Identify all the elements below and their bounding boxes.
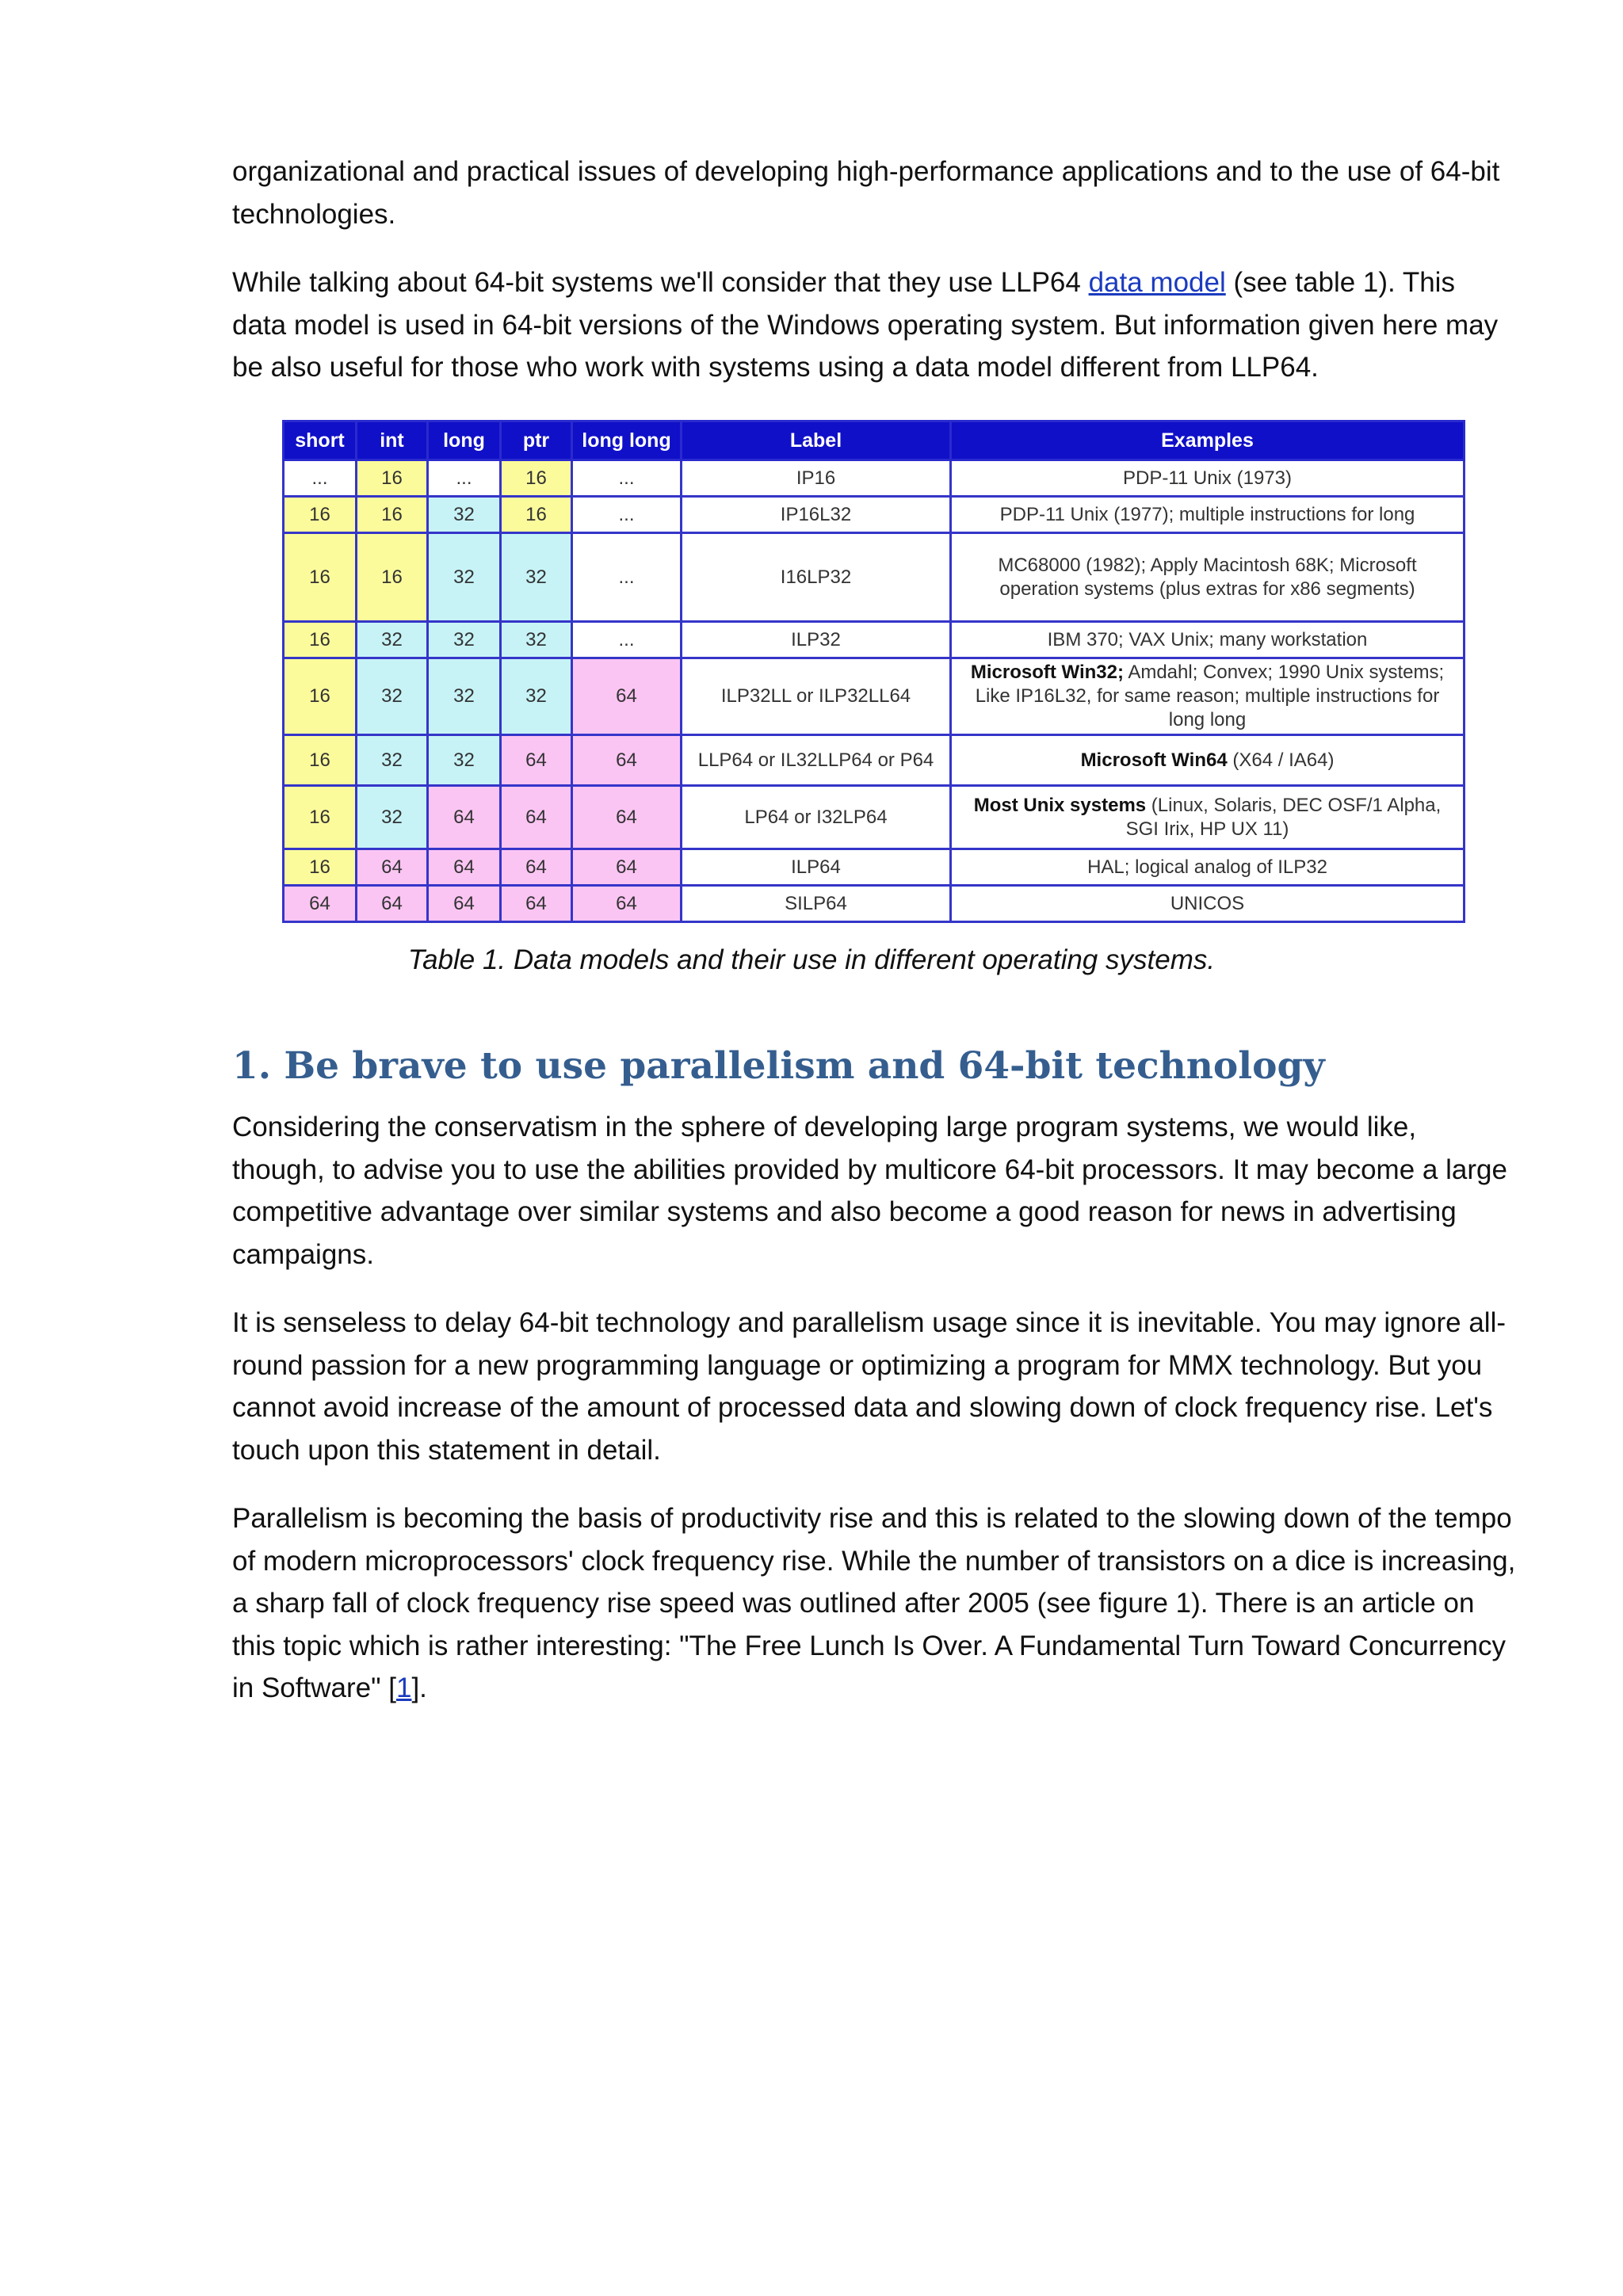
cell-long: 32 [428, 622, 501, 658]
table-row [284, 658, 1465, 735]
cell-long-long: 64 [572, 849, 682, 886]
table-row [284, 622, 1465, 658]
cell-ptr: 64 [501, 735, 572, 786]
cell-long: 64 [428, 849, 501, 886]
cell-long-long: 64 [572, 786, 682, 849]
intro-paragraph-1: organizational and practical issues of developing high-performance applications and to the use of 64-bit technologies. [232, 156, 1500, 230]
cell-examples [951, 622, 1465, 658]
cell-ptr: 64 [501, 886, 572, 922]
data-models-table-figure [282, 420, 1463, 923]
table-row [284, 533, 1465, 622]
examples-text: Amdahl; Convex; 1990 Unix systems; Like IP16L32, for same reason; multiple instructions for long long [975, 662, 1445, 730]
section-body [232, 1106, 1516, 1736]
cell-label: IP16 [682, 460, 951, 497]
data-models-table [282, 420, 1465, 923]
reference-1-link[interactable]: 1 [395, 1672, 412, 1703]
cell-label: IP16L32 [682, 497, 951, 533]
cell-int: 32 [357, 622, 428, 658]
intro-paragraph-2-text-a: While talking about 64-bit systems we'll consider that they use LLP64 [232, 267, 1089, 298]
examples-bold-text: Microsoft Win32; [970, 662, 1124, 683]
examples-text: HAL; logical analog of ILP32 [1087, 856, 1327, 878]
cell-long: ... [428, 460, 501, 497]
cell-short: 16 [284, 533, 357, 622]
cell-examples [951, 849, 1465, 886]
header-int: int [357, 421, 428, 460]
examples-bold-text: Microsoft Win64 [1080, 749, 1228, 771]
cell-ptr: 32 [501, 622, 572, 658]
cell-int: 32 [357, 658, 428, 735]
cell-short: 64 [284, 886, 357, 922]
cell-long: 64 [428, 786, 501, 849]
cell-examples [951, 533, 1465, 622]
cell-short: 16 [284, 658, 357, 735]
table-header-row [284, 421, 1465, 460]
cell-ptr: 64 [501, 786, 572, 849]
header-long-long: long long [572, 421, 682, 460]
section-heading: 1. Be brave to use parallelism and 64-bit technology [232, 1044, 1325, 1088]
cell-label: ILP32 [682, 622, 951, 658]
cell-int: 16 [357, 533, 428, 622]
cell-long: 32 [428, 735, 501, 786]
cell-int: 32 [357, 786, 428, 849]
section-paragraph-3 [232, 1497, 1516, 1710]
cell-int: 64 [357, 886, 428, 922]
header-short: short [284, 421, 357, 460]
cell-int: 16 [357, 497, 428, 533]
cell-examples [951, 786, 1465, 849]
examples-text: MC68000 (1982); Apply Macintosh 68K; Microsoft operation systems (plus extras for x86 segments) [998, 554, 1417, 600]
cell-ptr: 16 [501, 460, 572, 497]
cell-long: 32 [428, 497, 501, 533]
cell-label: LLP64 or IL32LLP64 or P64 [682, 735, 951, 786]
cell-long-long: 64 [572, 658, 682, 735]
table-row [284, 849, 1465, 886]
cell-int: 16 [357, 460, 428, 497]
cell-long-long: 64 [572, 735, 682, 786]
table-row [284, 460, 1465, 497]
header-label: Label [682, 421, 951, 460]
table-row [284, 886, 1465, 922]
cell-long: 64 [428, 886, 501, 922]
cell-long-long: ... [572, 460, 682, 497]
section-paragraph-1: Considering the conservatism in the sphere of developing large program systems, we would like, though, to advise you to use the abilities provided by multicore 64-bit processors. It may become a large competitive advantage over similar systems and also become a good reason for news in advertising campaigns. [232, 1112, 1507, 1270]
intro-paragraph-2-text-b: (see table 1). This data model is used in 64-bit versions of the Windows operating system. But information given here may be also useful for those who work with systems using a data model different from LLP64. [232, 267, 1499, 383]
cell-short: 16 [284, 849, 357, 886]
cell-examples [951, 735, 1465, 786]
cell-ptr: 64 [501, 849, 572, 886]
table-row [284, 735, 1465, 786]
cell-ptr: 16 [501, 497, 572, 533]
header-examples: Examples [951, 421, 1465, 460]
cell-label: I16LP32 [682, 533, 951, 622]
data-model-link[interactable]: data model [1088, 267, 1226, 298]
cell-examples [951, 497, 1465, 533]
cell-label: ILP64 [682, 849, 951, 886]
section-paragraph-3-text-a: Parallelism is becoming the basis of productivity rise and this is related to the slowing down of the tempo of modern microprocessors' clock frequency rise. While the number of transistors on a dice is increasing, a sharp fall of clock frequency rise speed was outlined after 2005 (see figure 1). There is an article on this topic which is rather interesting: "The Free Lunch Is Over. A Fundamental Turn Toward Concurrency in Software" [ [232, 1503, 1516, 1703]
intro-paragraph-2 [232, 261, 1516, 389]
section-paragraph-2: It is senseless to delay 64-bit technology and parallelism usage since it is inevitable. You may ignore all-round passion for a new programming language or optimizing a program for MMX technology. But you cannot avoid increase of the amount of processed data and slowing down of clock frequency rise. Let's touch upon this statement in detail. [232, 1307, 1507, 1466]
examples-bold-text: Most Unix systems [973, 794, 1147, 816]
intro-block [232, 151, 1516, 415]
cell-examples [951, 460, 1465, 497]
header-long: long [428, 421, 501, 460]
cell-short: ... [284, 460, 357, 497]
table-row [284, 786, 1465, 849]
cell-int: 64 [357, 849, 428, 886]
table-row [284, 497, 1465, 533]
cell-ptr: 32 [501, 533, 572, 622]
cell-short: 16 [284, 497, 357, 533]
cell-ptr: 32 [501, 658, 572, 735]
cell-long-long: ... [572, 622, 682, 658]
examples-text: IBM 370; VAX Unix; many workstation [1047, 628, 1368, 650]
cell-label: LP64 or I32LP64 [682, 786, 951, 849]
section-paragraph-3-text-b: ]. [411, 1672, 427, 1703]
cell-label: ILP32LL or ILP32LL64 [682, 658, 951, 735]
header-ptr: ptr [501, 421, 572, 460]
table-caption: Table 1. Data models and their use in different operating systems. [407, 944, 1216, 975]
cell-short: 16 [284, 735, 357, 786]
examples-text: PDP-11 Unix (1973) [1123, 467, 1292, 489]
cell-long-long: ... [572, 497, 682, 533]
cell-short: 16 [284, 786, 357, 849]
examples-text: PDP-11 Unix (1977); multiple instructions for long [999, 503, 1415, 525]
cell-examples [951, 886, 1465, 922]
cell-long-long: 64 [572, 886, 682, 922]
cell-long-long: ... [572, 533, 682, 622]
cell-int: 32 [357, 735, 428, 786]
examples-text: (Linux, Solaris, DEC OSF/1 Alpha, SGI Irix, HP UX 11) [1125, 794, 1442, 840]
cell-long: 32 [428, 658, 501, 735]
cell-short: 16 [284, 622, 357, 658]
examples-text: (X64 / IA64) [1227, 749, 1335, 771]
cell-long: 32 [428, 533, 501, 622]
cell-examples [951, 658, 1465, 735]
table-body [284, 460, 1465, 922]
examples-text: UNICOS [1170, 892, 1245, 914]
cell-label: SILP64 [682, 886, 951, 922]
